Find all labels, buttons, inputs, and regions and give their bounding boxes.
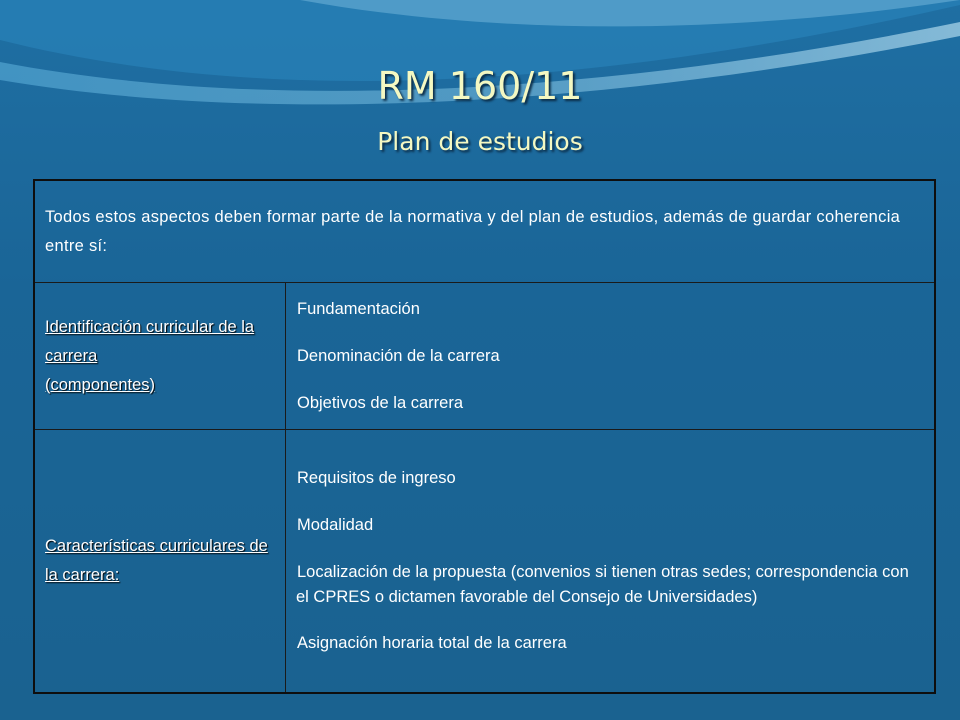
list-item-text: Denominación de la carrera [297, 346, 500, 365]
list-item [296, 466, 924, 491]
row-heading-line: Características curriculares de la carrera: [45, 537, 268, 584]
table-row [34, 283, 935, 430]
table-intro-row [34, 180, 935, 283]
row-items [286, 430, 936, 694]
list-item-text: Objetivos de la carrera [297, 393, 463, 412]
item-list [296, 297, 924, 416]
list-item [296, 391, 924, 416]
row-items [286, 283, 936, 430]
criteria-table [33, 179, 936, 694]
list-item [296, 344, 924, 369]
list-item [296, 513, 924, 538]
slide-subtitle: Plan de estudios [377, 127, 583, 156]
list-item-text: Requisitos de ingreso [297, 469, 456, 487]
row-heading-line: (componentes) [45, 375, 156, 394]
row-heading [34, 283, 286, 430]
list-item-text: Asignación horaria total de la carrera [297, 634, 567, 652]
intro-text: Todos estos aspectos deben formar parte de la normativa y del plan de estudios, además de guardar coherencia entre sí: [34, 180, 935, 283]
list-item [296, 297, 924, 322]
list-item-text: Localización de la propuesta (convenios si tienen otras sedes; correspondencia con el CPRES o dictamen favorable del Consejo de Universidades) [296, 563, 909, 606]
row-heading-line: Identificación curricular de la carrera [45, 317, 255, 365]
slide-title: RM 160/11 [377, 64, 583, 108]
list-item-text: Fundamentación [297, 299, 420, 318]
row-heading [34, 430, 286, 694]
list-item [296, 560, 924, 609]
list-item-text: Modalidad [297, 516, 374, 534]
list-item [296, 631, 924, 656]
table-row [34, 430, 935, 694]
item-list [296, 466, 924, 656]
